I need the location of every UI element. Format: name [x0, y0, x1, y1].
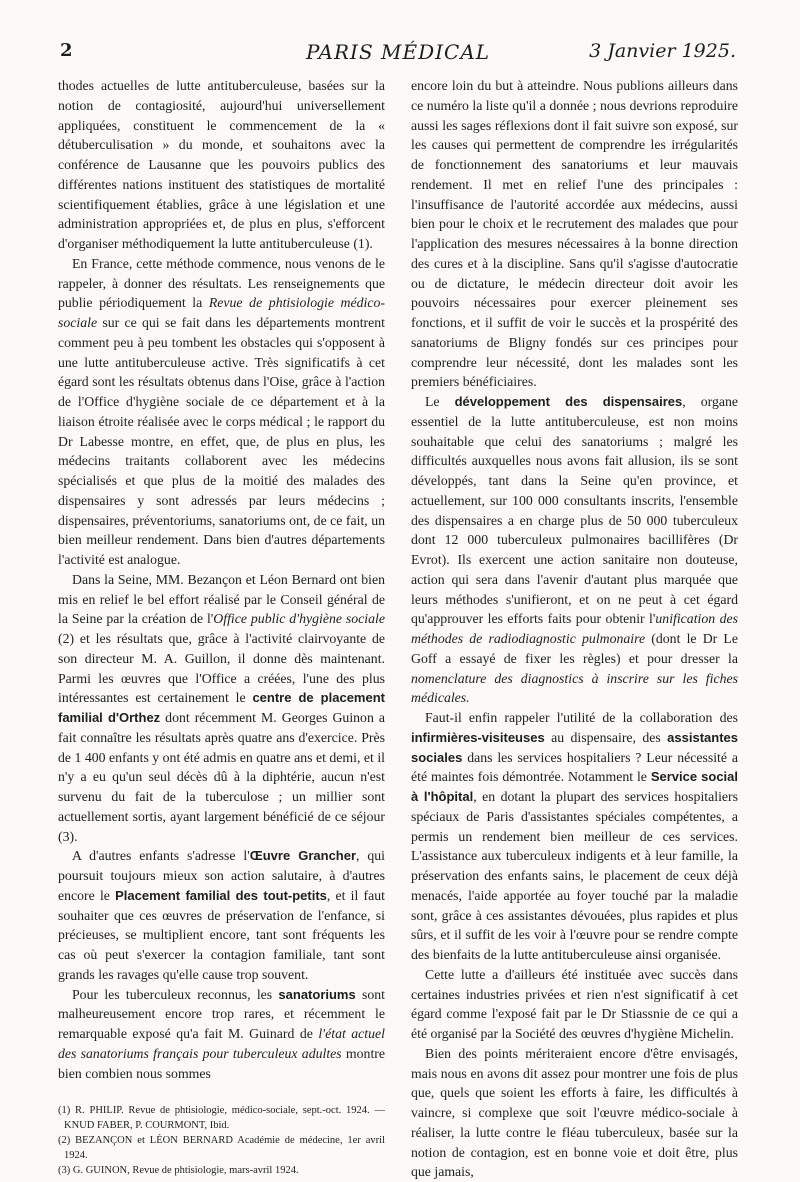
footnote: (1) R. PHILIP. Revue de phtisiologie, médico-sociale, sept.-oct. 1924. — KNUD FABER, P. COURMONT, Ibid.	[58, 1105, 385, 1132]
footnote: (2) BEZANÇON et LÉON BERNARD Académie de médecine, 1er avril 1924.	[58, 1135, 385, 1162]
footnotes	[58, 1103, 385, 1178]
paragraph: A d'autres enfants s'adresse l'Œuvre Grancher, qui poursuit toujours mieux son action salutaire, à d'autres encore le Placement familial des tout-petits, et il faut souhaiter que ces œuvres de préservation de l'enfance, si précieuses, se multiplient encore, tant sont fréquents les cas où peut s'exercer la contagion familiale, tant sont grands les ravages qu'elle cause trop souvent.	[58, 848, 386, 982]
paragraph: Cette lutte a d'ailleurs été instituée avec succès dans certaines industries privées et rien n'est significatif à cet égard comme l'exposé fait par le Dr Stiassnie de ce qui a été organisé par la Société des œuvres d'hygiène Michelin.	[411, 966, 738, 1041]
paragraph: Le développement des dispensaires, organe essentiel de la lutte antituberculeuse, est non moins souhaitable que celui des sanatoriums ; malgré les difficultés auxquelles nous avons fait allusion, ils se sont développés, tant dans la Seine qu'en province, et actuellement, sur 100 000 consultants inscrits, l'ensemble des dispensaires a en charge plus de 50 000 tuberculeux dont 12 000 tuberculeux pulmonaires bacillifères (Dr Evrot). Ils exercent une action sanitaire non douteuse, action qui sera dans l'avenir d'autant plus marquée que leurs méthodes s'unifieront, et on ne peut à cet égard qu'approuver les efforts faits pour obtenir l'unification des méthodes de radiodiagnostic pulmonaire (dont le Dr Le Goff a essayé de fixer les règles) et pour dresser la nomenclature des diagnostics à inscrire sur les fiches médicales.	[411, 394, 739, 706]
left-column	[58, 76, 385, 1178]
right-column	[411, 76, 738, 1182]
paragraph: Pour les tuberculeux reconnus, les sanatoriums sont malheureusement encore trop rares, et récemment le remarquable exposé qu'a fait M. Guinard de l'état actuel des sanatoriums français pour tuberculeux adultes montre bien combien nous sommes	[58, 986, 386, 1081]
issue-date: 3 Janvier 1925.	[589, 40, 736, 62]
paragraph: En France, cette méthode commence, nous venons de le rappeler, à donner des résultats. Les renseignements que publie périodiquement la Revue de phtisiologie médico-sociale sur ce qui se fait dans les départements montrent comment peu à peu tombent les obstacles qui s'opposent à une lutte antituberculeuse active. Très significatifs à cet égard sont les résultats obtenus dans l'Oise, grâce à l'action de l'Office d'hygiène sociale de ce département et à la liaison étroite réalisée avec le corps médical ; le rapport du Dr Labesse montre, en effet, que, de plus en plus, les médecins traitants collaborent avec les médecins spécialisés et que plus de la moitié des malades des dispensaires y sont adressés par leurs médecins ; dispensaires, préventoriums, sanatoriums ont, de ce fait, un bien meilleur rendement. Dans bien d'autres départements l'activité est analogue.	[58, 255, 385, 567]
paragraph: Dans la Seine, MM. Bezançon et Léon Bernard ont bien mis en relief le bel effort réalisé par le Conseil général de la Seine par la création de l'Office public d'hygiène sociale (2) et les résultats que, grâce à l'activité clairvoyante de son directeur M. A. Guillon, il donne dès maintenant. Parmi les œuvres que l'Office a créées, l'une des plus intéressantes est certainement le centre de placement familial d'Orthez dont récemment M. Georges Guinon a fait connaître les résultats après quatre ans d'exercice. Près de 1 400 enfants y ont été admis en quatre ans et demi, et il n'y a eu qu'un seul décès dû à la diphtérie, aucun n'est survenu du fait de la tuberculose ; un millier sont actuellement sortis, ayant largement bénéficié de ce séjour (3).	[58, 571, 385, 844]
paragraph: Faut-il enfin rappeler l'utilité de la collaboration des infirmières-visiteuses au dispensaire, des assistantes sociales dans les services hospitaliers ? Leur nécessité a été maintes fois démontrée. Notamment le Service social à l'hôpital, en dotant la plupart des services hospitaliers spéciaux de Paris d'assistantes spéciales compétentes, a permis un rendement bien meilleur de ces services. L'assistance aux tuberculeux indigents et à leur famille, la préservation des enfants sains, le placement de ceux déjà menacés, l'aide apportée au foyer touché par la maladie sont, grâce à ces assistantes dévouées, plus rapides et plus sûrs, et il suffit de les voir à l'œuvre pour se rendre compte des bienfaits de la lutte antituberculeuse ainsi organisée.	[411, 710, 739, 962]
running-header	[60, 40, 736, 70]
footnote: (3) G. GUINON, Revue de phtisiologie, mars-avril 1924.	[58, 1165, 299, 1177]
journal-title: PARIS MÉDICAL	[305, 40, 491, 64]
paragraph: Bien des points mériteraient encore d'être envisagés, mais nous en avons dit assez pour montrer une fois de plus que, quels que soient les efforts à faire, les difficultés à vaincre, si complexe que soit l'œuvre médico-sociale à réaliser, la lutte contre le fléau tuberculeux, basée sur la notion de contagion, est en bonne voie et doit être, plus que jamais,	[411, 1045, 738, 1180]
page-number: 2	[60, 40, 73, 61]
paragraph: encore loin du but à atteindre. Nous publions ailleurs dans ce numéro la liste qu'il a donnée ; nous devrions reproduire aussi les sages réflexions dont il fait suivre son exposé, sur les causes qui permettent de comprendre les irrégularités de fonctionnement des sanatoriums et leur mauvais rendement. Il met en relief l'une des principales : l'insuffisance de l'autorité accordée aux médecins, aussi bien pour le choix et le recrutement des malades que pour l'application des mesures nécessaires à la bonne direction des cures et à la discipline. Sans qu'il s'agisse d'autocratie ou de dictature, le médecin directeur doit avoir les pouvoirs nécessaires pour exercer pleinement ses fonctions, et il suffit de voir le succès et la prospérité des sanatoriums de Bligny fondés sur ces principes pour comprendre leur nécessité, dont les malades sont les premiers bénéficiaires.	[411, 78, 738, 390]
paragraph: thodes actuelles de lutte antituberculeuse, basées sur la notion de contagiosité, aujourd'hui universellement appliquées, constituent le commencement de la « détuberculisation » du monde, et souhaitons avec la conférence de Lausanne que les pouvoirs publics des différentes nations instituent des statistiques de mortalité scientifiquement établies, grâce à une législation et une administration appropriées et, de plus en plus, s'efforcent d'organiser méthodiquement la lutte antituberculeuse (1).	[58, 78, 385, 251]
